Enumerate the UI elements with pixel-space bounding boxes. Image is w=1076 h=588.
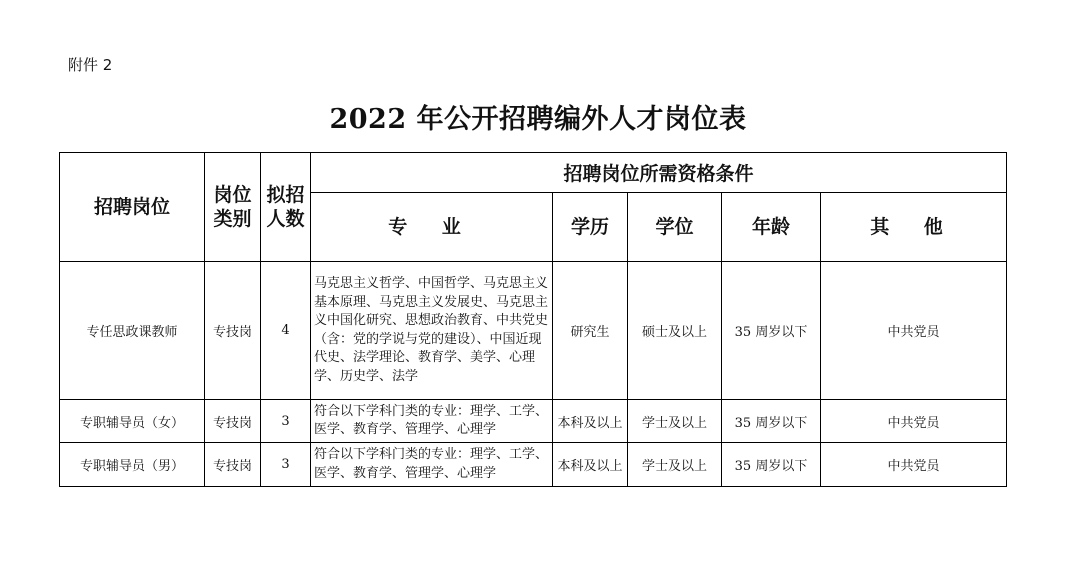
- row-degree: 硕士及以上: [628, 262, 722, 400]
- table-row: [60, 400, 1007, 443]
- header-other: [821, 193, 1007, 262]
- row-major: 符合以下学科门类的专业：理学、工学、医学、教育学、管理学、心理学: [311, 400, 553, 443]
- row-count: 3: [261, 443, 311, 487]
- row-position: 专职辅导员（男）: [60, 443, 205, 487]
- document-title: 2022 年公开招聘编外人才岗位表: [329, 104, 747, 135]
- header-category: [205, 153, 261, 262]
- row-age: 35 周岁以下: [722, 443, 821, 487]
- row-degree: 学士及以上: [628, 400, 722, 443]
- header-requirements: 招聘岗位所需资格条件: [311, 153, 1007, 193]
- recruitment-table: [59, 152, 1007, 487]
- row-age: 35 周岁以下: [722, 262, 821, 400]
- header-major: [311, 193, 553, 262]
- header-education: 学历: [553, 193, 628, 262]
- header-other-text: 其 他: [870, 216, 957, 238]
- row-education: 本科及以上: [553, 443, 628, 487]
- row-category: 专技岗: [205, 443, 261, 487]
- table-row: [60, 443, 1007, 487]
- row-other: 中共党员: [821, 400, 1007, 443]
- header-age: 年龄: [722, 193, 821, 262]
- header-row-1: [60, 153, 1007, 193]
- header-major-text: 专 业: [388, 216, 475, 238]
- header-category-text: 岗位类别: [213, 184, 252, 230]
- header-degree: 学位: [628, 193, 722, 262]
- row-age: 35 周岁以下: [722, 400, 821, 443]
- row-major: 符合以下学科门类的专业：理学、工学、医学、教育学、管理学、心理学: [311, 443, 553, 487]
- row-category: 专技岗: [205, 400, 261, 443]
- row-major: 马克思主义哲学、中国哲学、马克思主义基本原理、马克思主义发展史、马克思主义中国化研究、思想政治教育、中共党史（含：党的学说与党的建设）、中国近现代史、法学理论、教育学、美学、心理学、历史学、法学: [311, 262, 553, 400]
- row-count: 4: [261, 262, 311, 400]
- row-position: 专职辅导员（女）: [60, 400, 205, 443]
- row-other: 中共党员: [821, 262, 1007, 400]
- table-row: [60, 262, 1007, 400]
- row-education: 研究生: [553, 262, 628, 400]
- header-count: [261, 153, 311, 262]
- row-count: 3: [261, 400, 311, 443]
- row-education: 本科及以上: [553, 400, 628, 443]
- row-degree: 学士及以上: [628, 443, 722, 487]
- row-category: 专技岗: [205, 262, 261, 400]
- header-count-text: 拟招人数: [266, 184, 305, 230]
- row-other: 中共党员: [821, 443, 1007, 487]
- attachment-label: 附件 2: [68, 56, 113, 74]
- row-position: 专任思政课教师: [60, 262, 205, 400]
- header-position: 招聘岗位: [60, 153, 205, 262]
